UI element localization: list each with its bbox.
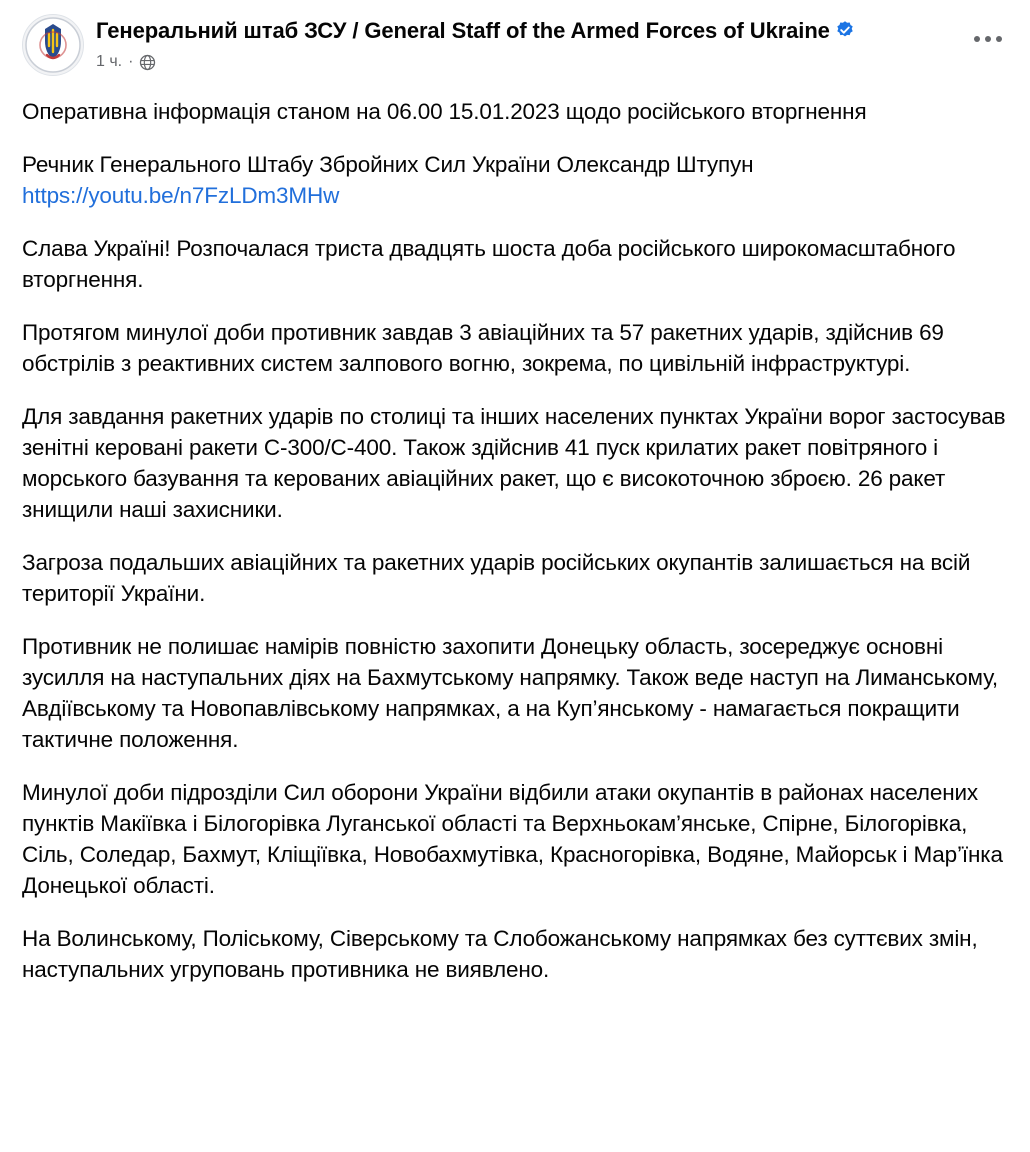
- header-text-block: [96, 14, 1008, 72]
- post-paragraph: Загроза подальших авіаційних та ракетних ударів російських окупантів залишається на всій території України.: [22, 550, 971, 606]
- post-paragraph: Оперативна інформація станом на 06.00 15.01.2023 щодо російського вторгнення: [22, 99, 867, 124]
- post-body: [22, 96, 1008, 985]
- post-paragraph: На Волинському, Поліському, Сіверському та Слобожанському напрямках без суттєвих змін, наступальних угруповань противника не виявлено.: [22, 926, 978, 982]
- verified-badge-icon: [835, 18, 855, 48]
- globe-icon[interactable]: [139, 54, 156, 71]
- post-meta: [96, 52, 1008, 72]
- meta-separator: ·: [128, 53, 134, 70]
- post-paragraph: Для завдання ракетних ударів по столиці та інших населених пунктах України ворог застосував зенітні керовані ракети С-300/С-400. Також здійснив 41 пуск крилатих ракет повітряного і морського базування та керованих авіаційних ракет, що є високоточною зброєю. 26 ракет знищили наші захисники.: [22, 404, 1006, 522]
- post-paragraph-with-link: [22, 149, 1008, 211]
- post-timestamp[interactable]: 1 ч.: [96, 53, 123, 70]
- post-paragraph: Протягом минулої доби противник завдав 3 авіаційних та 57 ракетних ударів, здійснив 69 обстрілів з реактивних систем залпового вогню, зокрема, по цивільній інфраструктурі.: [22, 320, 944, 376]
- post-paragraph: Минулої доби підрозділи Сил оборони України відбили атаки окупантів в районах населених пунктів Макіївка і Білогорівка Луганської області та Верхньокам’янське, Спірне, Білогорівка, Сіль, Соледар, Бахмут, Кліщіївка, Новобахмутівка, Красногорівка, Водяне, Майорськ і Мар’їнка Донецької області.: [22, 780, 1003, 898]
- more-dot: [974, 36, 980, 42]
- more-dot: [996, 36, 1002, 42]
- more-dot: [985, 36, 991, 42]
- page-name-text: Генеральний штаб ЗСУ / General Staff of the Armed Forces of Ukraine: [96, 18, 830, 43]
- post-paragraph: Слава Україні! Розпочалася триста двадцять шоста доба російського широкомасштабного вторгнення.: [22, 236, 956, 292]
- avatar[interactable]: [22, 14, 84, 76]
- more-options-button[interactable]: [968, 26, 1008, 52]
- youtube-link[interactable]: https://youtu.be/n7FzLDm3MHw: [22, 183, 340, 208]
- post-paragraph: Противник не полишає намірів повністю захопити Донецьку область, зосереджує основні зусилля на наступальних діях на Бахмутському напрямку. Також веде наступ на Лиманському, Авдіївському та Новопавлівському напрямках, а на Куп’янському - намагається покращити тактичне положення.: [22, 634, 999, 752]
- post-header: [22, 14, 1008, 76]
- page-name[interactable]: [96, 16, 1008, 48]
- post-paragraph-text: Речник Генерального Штабу Збройних Сил України Олександр Штупун: [22, 152, 754, 177]
